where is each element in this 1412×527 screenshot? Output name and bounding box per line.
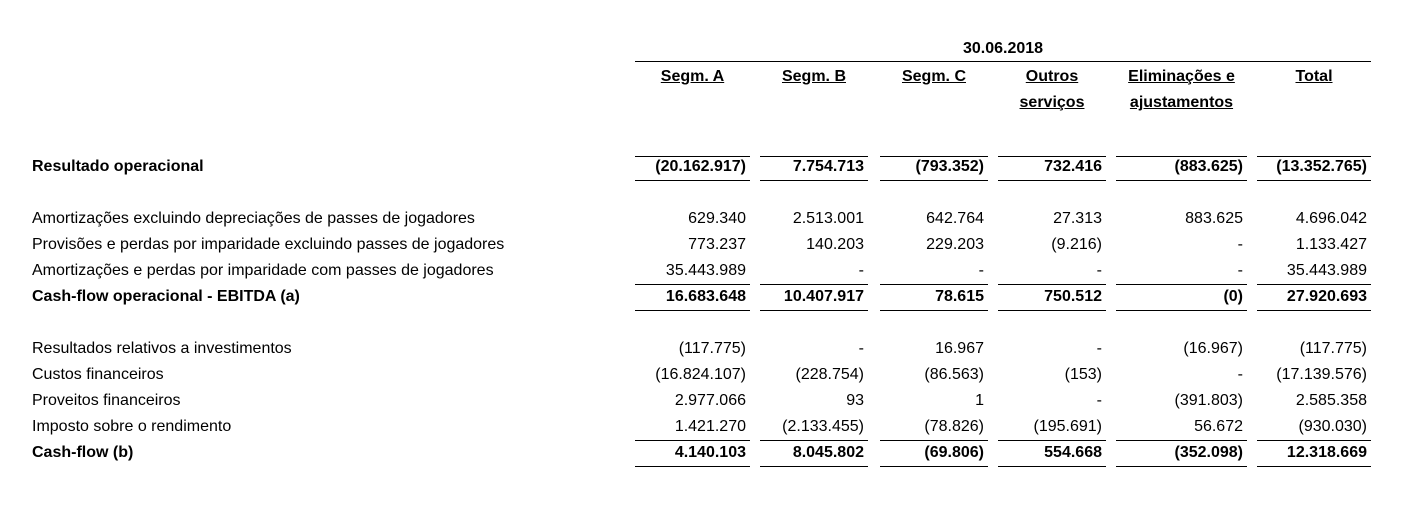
row-label: Resultados relativos a investimentos xyxy=(32,340,292,357)
table-cell: 12.318.669 xyxy=(1286,444,1367,461)
table-cell: 4.140.103 xyxy=(674,444,746,461)
column-header xyxy=(1257,64,1371,90)
table-cell: (16.967) xyxy=(1183,340,1243,357)
cell-underline xyxy=(1116,440,1247,441)
table-cell: (78.826) xyxy=(924,418,984,435)
cell-underline xyxy=(998,284,1106,285)
table-cell: 773.237 xyxy=(688,236,746,253)
cell-underline xyxy=(998,440,1106,441)
total-underline xyxy=(635,466,750,467)
table-cell: 78.615 xyxy=(935,288,984,305)
table-cell: 35.443.989 xyxy=(665,262,746,279)
column-header-line: Total xyxy=(1295,68,1333,85)
table-cell: (9.216) xyxy=(1051,236,1102,253)
column-header xyxy=(998,64,1106,116)
row-label: Imposto sobre o rendimento xyxy=(32,418,232,435)
column-header xyxy=(760,64,868,90)
table-cell: (793.352) xyxy=(915,158,984,175)
table-cell: (2.133.455) xyxy=(782,418,864,435)
table-cell: - xyxy=(1237,236,1243,253)
table-cell: 27.313 xyxy=(1053,210,1102,227)
cell-underline xyxy=(635,284,750,285)
table-cell: (69.806) xyxy=(924,444,984,461)
total-underline xyxy=(880,466,988,467)
table-cell: (883.625) xyxy=(1174,158,1243,175)
table-cell: 27.920.693 xyxy=(1286,288,1367,305)
table-cell: 7.754.713 xyxy=(792,158,864,175)
table-cell: 554.668 xyxy=(1044,444,1102,461)
table-cell: 140.203 xyxy=(806,236,864,253)
cell-underline xyxy=(880,284,988,285)
cell-underline xyxy=(1257,284,1371,285)
table-cell: 732.416 xyxy=(1044,158,1102,175)
row-label: Amortizações e perdas por imparidade com passes de jogadores xyxy=(32,262,494,279)
table-cell: 750.512 xyxy=(1044,288,1102,305)
cell-underline xyxy=(635,440,750,441)
header-underline xyxy=(760,156,868,157)
cell-underline xyxy=(760,440,868,441)
table-cell: 4.696.042 xyxy=(1295,210,1367,227)
header-underline xyxy=(1116,156,1247,157)
cell-underline xyxy=(880,180,988,181)
cell-underline xyxy=(998,180,1106,181)
table-cell: 1.421.270 xyxy=(674,418,746,435)
table-cell: 93 xyxy=(846,392,864,409)
table-cell: (13.352.765) xyxy=(1276,158,1367,175)
table-cell: - xyxy=(1096,340,1102,357)
total-underline xyxy=(998,466,1106,467)
table-cell: - xyxy=(978,262,984,279)
total-underline xyxy=(760,310,868,311)
column-header xyxy=(635,64,750,90)
cell-underline xyxy=(1257,180,1371,181)
table-cell: 8.045.802 xyxy=(792,444,864,461)
table-cell: (117.775) xyxy=(1299,340,1367,357)
table-cell: (153) xyxy=(1064,366,1102,383)
table-cell: 642.764 xyxy=(926,210,984,227)
row-label: Cash-flow (b) xyxy=(32,444,134,461)
table-cell: 2.977.066 xyxy=(674,392,746,409)
table-cell: (930.030) xyxy=(1298,418,1367,435)
table-cell: (352.098) xyxy=(1174,444,1243,461)
table-cell: 1 xyxy=(975,392,984,409)
cell-underline xyxy=(635,180,750,181)
column-header-line: ajustamentos xyxy=(1129,94,1234,111)
table-cell: (86.563) xyxy=(924,366,984,383)
table-cell: - xyxy=(1096,392,1102,409)
table-cell: (16.824.107) xyxy=(655,366,746,383)
table-cell: 16.967 xyxy=(935,340,984,357)
column-header-line: Segm. B xyxy=(781,68,846,85)
table-cell: 16.683.648 xyxy=(665,288,746,305)
table-cell: (228.754) xyxy=(795,366,864,383)
table-cell: 883.625 xyxy=(1185,210,1243,227)
total-underline xyxy=(880,310,988,311)
row-label: Proveitos financeiros xyxy=(32,392,181,409)
table-cell: - xyxy=(858,262,864,279)
table-cell: (117.775) xyxy=(678,340,746,357)
column-header-line: Segm. C xyxy=(901,68,966,85)
table-cell: 2.585.358 xyxy=(1295,392,1367,409)
header-underline xyxy=(1257,156,1371,157)
total-underline xyxy=(998,310,1106,311)
table-cell: (391.803) xyxy=(1174,392,1243,409)
cell-underline xyxy=(760,284,868,285)
column-header-line: Outros xyxy=(1025,68,1079,85)
total-underline xyxy=(635,310,750,311)
column-header-line: Eliminações e xyxy=(1128,68,1235,85)
cell-underline xyxy=(1116,180,1247,181)
column-header xyxy=(880,64,988,90)
table-cell: 35.443.989 xyxy=(1286,262,1367,279)
period-divider xyxy=(635,61,1371,62)
table-cell: 2.513.001 xyxy=(792,210,864,227)
total-underline xyxy=(1257,466,1371,467)
row-label: Resultado operacional xyxy=(32,158,204,175)
cell-underline xyxy=(1257,440,1371,441)
table-cell: - xyxy=(1096,262,1102,279)
table-cell: (17.139.576) xyxy=(1276,366,1367,383)
row-label: Provisões e perdas por imparidade excluindo passes de jogadores xyxy=(32,236,505,253)
row-label: Cash-flow operacional - EBITDA (a) xyxy=(32,288,300,305)
header-underline xyxy=(880,156,988,157)
table-cell: 229.203 xyxy=(926,236,984,253)
table-cell: (195.691) xyxy=(1033,418,1102,435)
table-cell: (0) xyxy=(1223,288,1243,305)
header-underline xyxy=(998,156,1106,157)
column-header-line: serviços xyxy=(1019,94,1085,111)
table-cell: 10.407.917 xyxy=(783,288,864,305)
table-cell: (20.162.917) xyxy=(655,158,746,175)
total-underline xyxy=(1257,310,1371,311)
table-cell: 56.672 xyxy=(1194,418,1243,435)
row-label: Custos financeiros xyxy=(32,366,164,383)
cell-underline xyxy=(1116,284,1247,285)
table-cell: 629.340 xyxy=(688,210,746,227)
total-underline xyxy=(1116,466,1247,467)
column-header-line: Segm. A xyxy=(660,68,725,85)
total-underline xyxy=(1116,310,1247,311)
cell-underline xyxy=(880,440,988,441)
header-underline xyxy=(635,156,750,157)
cell-underline xyxy=(760,180,868,181)
table-cell: - xyxy=(1237,262,1243,279)
table-cell: - xyxy=(858,340,864,357)
column-header xyxy=(1116,64,1247,116)
table-cell: - xyxy=(1237,366,1243,383)
period-header: 30.06.2018 xyxy=(962,40,1044,57)
row-label: Amortizações excluindo depreciações de passes de jogadores xyxy=(32,210,475,227)
total-underline xyxy=(760,466,868,467)
table-cell: 1.133.427 xyxy=(1295,236,1367,253)
